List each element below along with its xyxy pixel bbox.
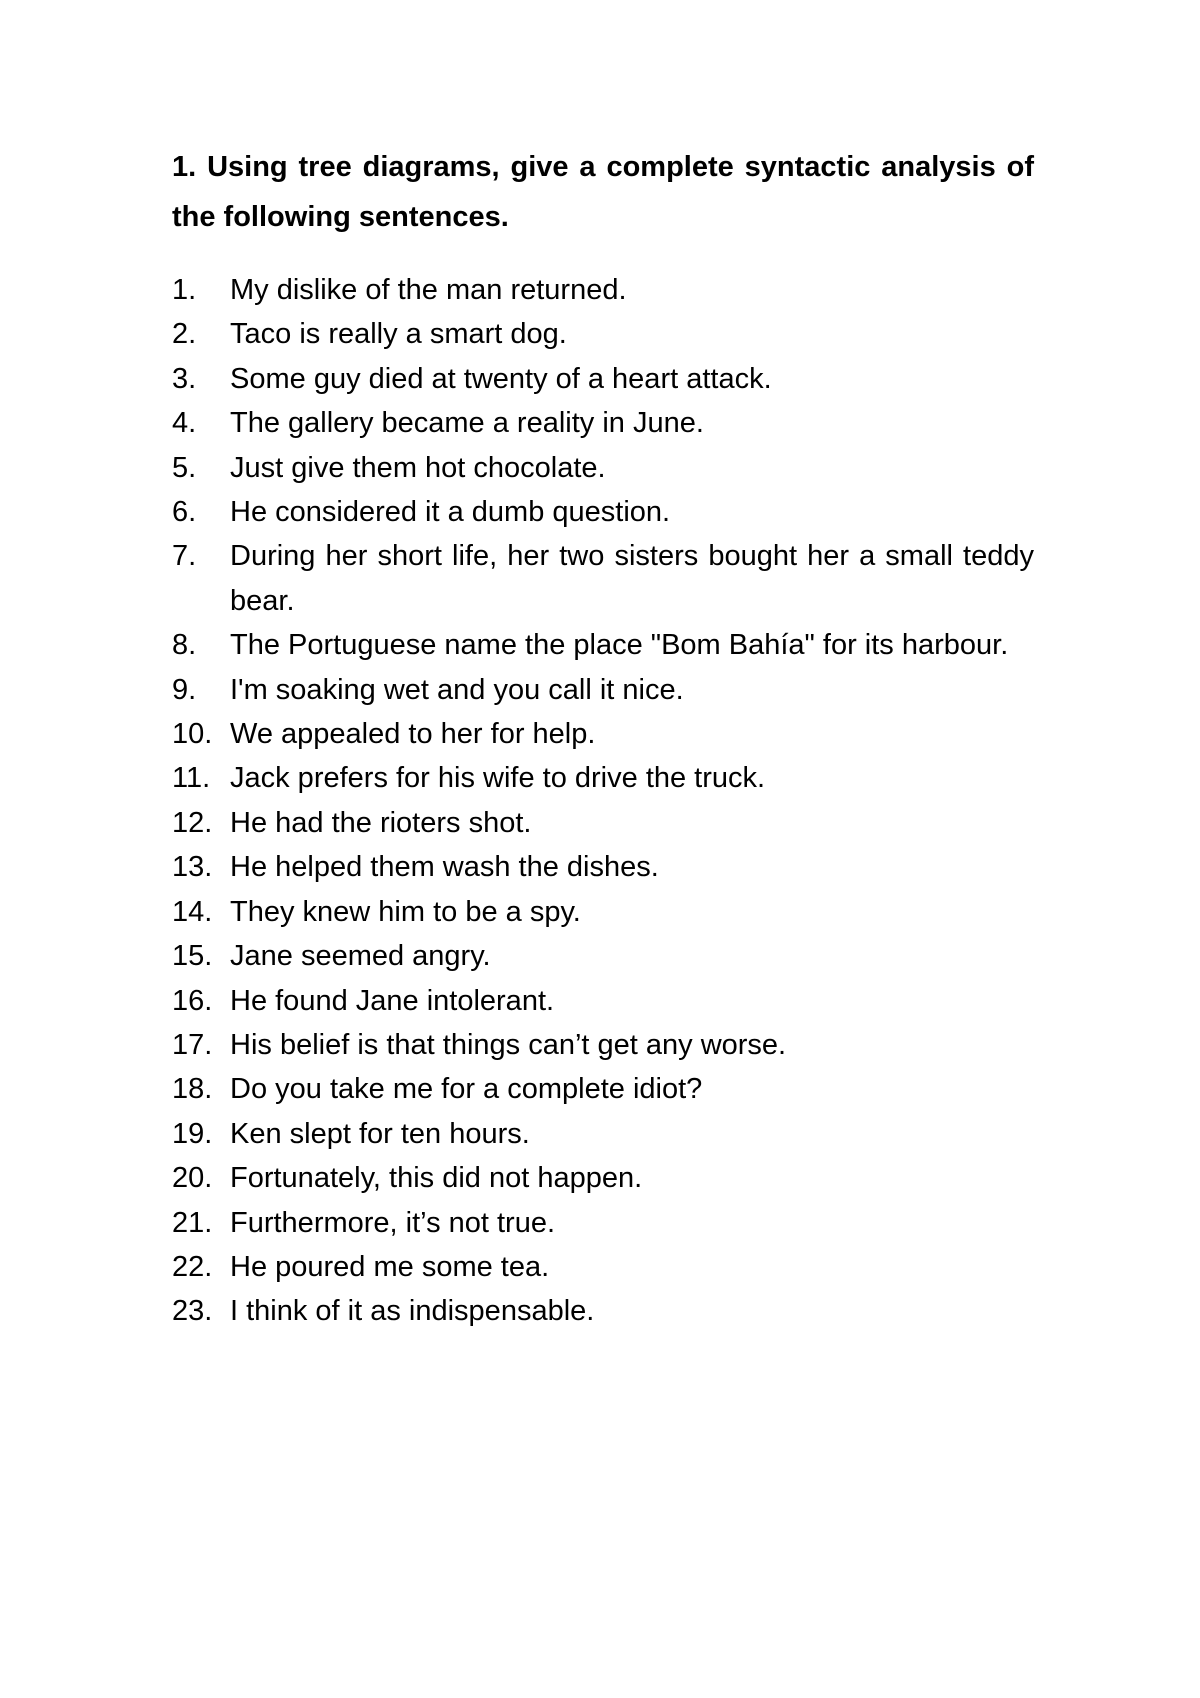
item-number: 16. <box>172 984 213 1017</box>
list-item <box>172 1067 1034 1111</box>
item-text: He considered it a dumb question. <box>230 496 671 529</box>
list-item <box>172 668 1034 712</box>
item-number: 3. <box>172 362 197 395</box>
item-number: 7. <box>172 540 197 573</box>
item-text: I'm soaking wet and you call it nice. <box>230 673 684 706</box>
item-text: He poured me some tea. <box>230 1250 550 1283</box>
item-number: 19. <box>172 1117 213 1150</box>
item-text: Taco is really a smart dog. <box>230 318 567 351</box>
item-number: 11. <box>172 762 211 795</box>
item-text: I think of it as indispensable. <box>230 1295 595 1328</box>
item-number: 2. <box>172 318 197 351</box>
item-text: Just give them hot chocolate. <box>230 451 606 484</box>
item-text: He found Jane intolerant. <box>230 984 555 1017</box>
list-item <box>172 623 1034 667</box>
exercise-heading: 1. Using tree diagrams, give a complete syntactic analysis of the following sentences. <box>172 151 1034 233</box>
list-item <box>172 1023 1034 1067</box>
list-item <box>172 1156 1034 1200</box>
list-item <box>172 534 1034 623</box>
item-text: Jack prefers for his wife to drive the truck. <box>230 762 766 795</box>
list-item <box>172 934 1034 978</box>
item-text: Fortunately, this did not happen. <box>230 1162 643 1195</box>
item-text: We appealed to her for help. <box>230 718 596 751</box>
item-number: 17. <box>172 1028 213 1061</box>
item-number: 21. <box>172 1206 213 1239</box>
item-text: During her short life, her two sisters bought her a small teddy bear. <box>230 540 1034 617</box>
item-number: 10. <box>172 718 213 751</box>
item-number: 5. <box>172 451 197 484</box>
item-number: 22. <box>172 1250 213 1283</box>
list-item <box>172 1289 1034 1333</box>
item-number: 9. <box>172 673 197 706</box>
item-text: Do you take me for a complete idiot? <box>230 1073 703 1106</box>
item-text: His belief is that things can’t get any worse. <box>230 1028 787 1061</box>
list-item <box>172 979 1034 1023</box>
item-text: They knew him to be a spy. <box>230 895 581 928</box>
list-item <box>172 268 1034 312</box>
list-item <box>172 312 1034 356</box>
item-text: Some guy died at twenty of a heart attack. <box>230 362 772 395</box>
list-item <box>172 1112 1034 1156</box>
list-item <box>172 756 1034 800</box>
list-item <box>172 845 1034 889</box>
item-text: He helped them wash the dishes. <box>230 851 659 884</box>
item-number: 13. <box>172 851 213 884</box>
item-number: 18. <box>172 1073 213 1106</box>
item-number: 8. <box>172 629 197 662</box>
item-text: Jane seemed angry. <box>230 940 491 973</box>
list-item <box>172 401 1034 445</box>
item-number: 1. <box>172 274 197 306</box>
item-number: 4. <box>172 407 197 440</box>
item-text: He had the rioters shot. <box>230 806 532 839</box>
item-text: The Portuguese name the place "Bom Bahía" for its harbour. <box>230 629 1009 662</box>
item-number: 14. <box>172 895 213 928</box>
item-text: Ken slept for ten hours. <box>230 1117 530 1150</box>
list-item <box>172 890 1034 934</box>
item-number: 23. <box>172 1295 213 1328</box>
list-item <box>172 801 1034 845</box>
list-item <box>172 1201 1034 1245</box>
item-number: 20. <box>172 1162 213 1195</box>
item-text: The gallery became a reality in June. <box>230 407 704 440</box>
item-number: 12. <box>172 806 213 839</box>
list-item <box>172 357 1034 401</box>
sentence-list <box>172 268 1034 1334</box>
list-item <box>172 446 1034 490</box>
item-text: Furthermore, it’s not true. <box>230 1206 556 1239</box>
list-item <box>172 712 1034 756</box>
item-number: 6. <box>172 496 197 529</box>
item-number: 15. <box>172 940 213 973</box>
list-item <box>172 490 1034 534</box>
list-item <box>172 1245 1034 1289</box>
item-text: My dislike of the man returned. <box>230 274 627 306</box>
